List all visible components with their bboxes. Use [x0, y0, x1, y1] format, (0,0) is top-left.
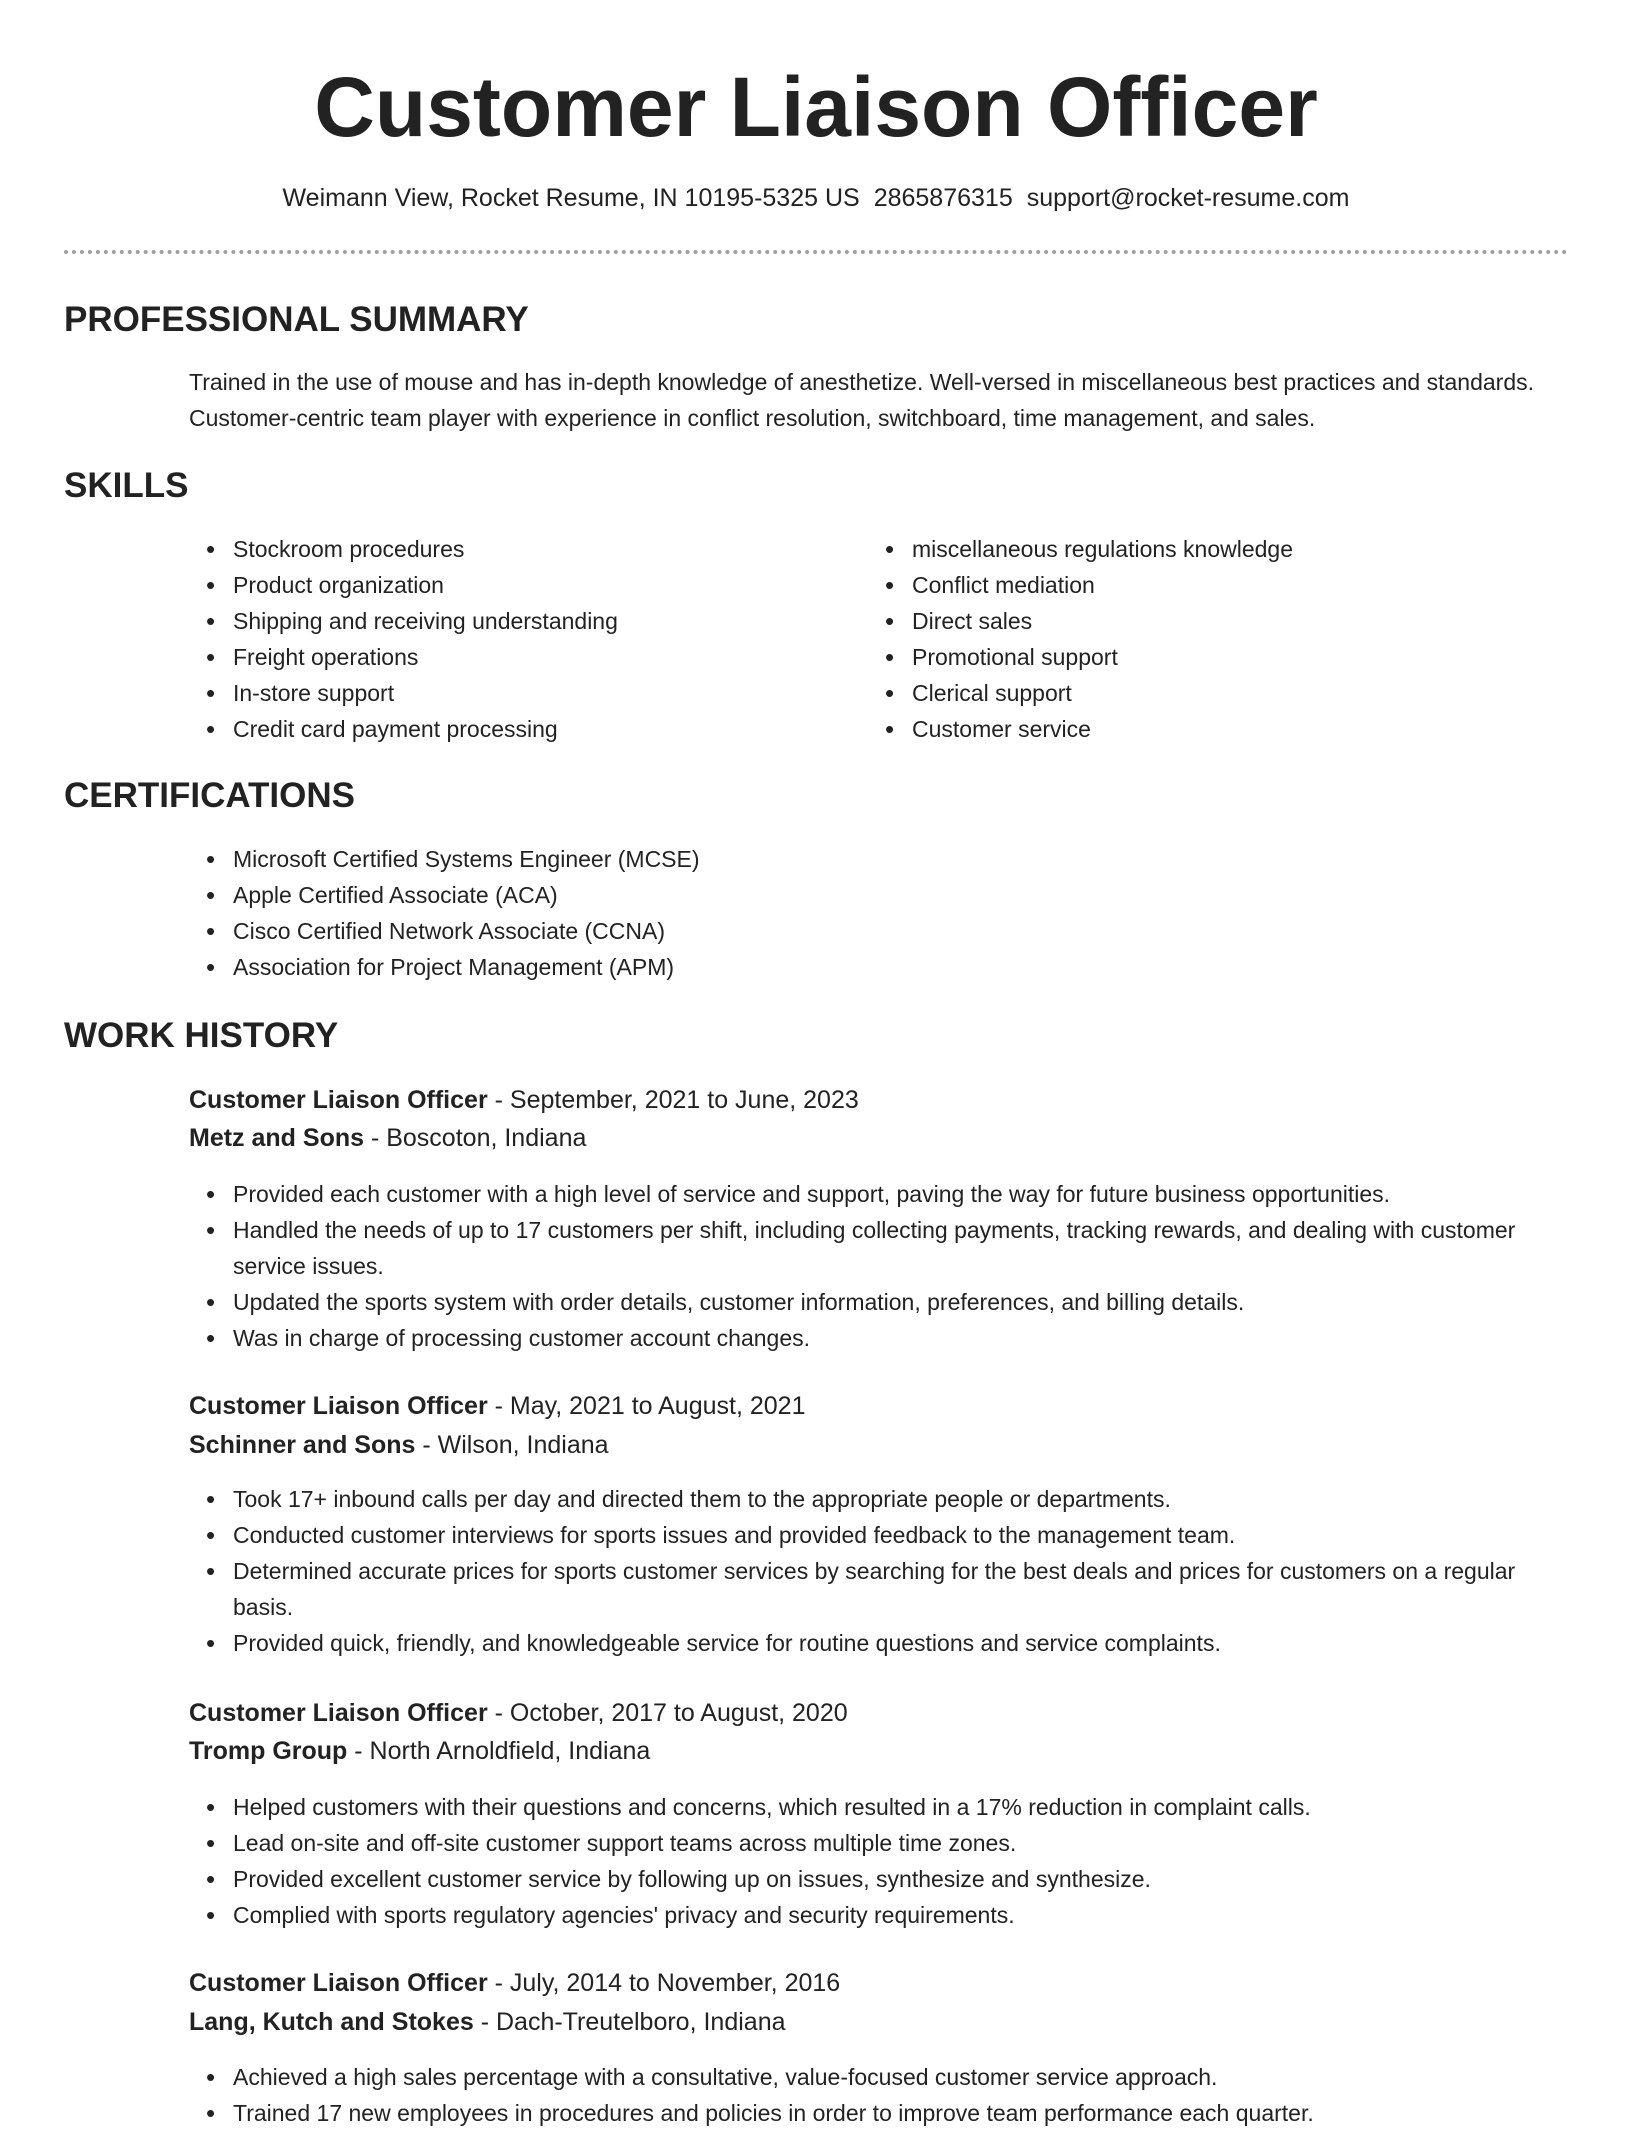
- skill-item: • Product organization: [189, 567, 829, 603]
- job-title: Customer Liaison Officer: [189, 1086, 488, 1114]
- contact-phone: 2865876315: [873, 184, 1013, 212]
- header-divider: [64, 250, 1568, 254]
- skill-item: • Credit card payment processing: [189, 711, 829, 747]
- job-bullet: • Trained 17 new employees in procedures and policies in order to improve team performance each quarter.: [189, 2095, 1559, 2131]
- summary-heading: PROFESSIONAL SUMMARY: [64, 300, 529, 339]
- contact-email: support@rocket-resume.com: [1026, 184, 1350, 212]
- skill-item: • Conflict mediation: [868, 567, 1508, 603]
- certification-item: • Cisco Certified Network Associate (CCNA): [189, 913, 1489, 949]
- job-company: Schinner and Sons: [189, 1431, 416, 1459]
- job-dates: - May, 2021 to August, 2021: [487, 1392, 806, 1420]
- skill-item: • Stockroom procedures: [189, 531, 829, 567]
- job-title-line: [189, 1387, 805, 1425]
- job-bullet: • Complied with sports regulatory agencies' privacy and security requirements.: [189, 1897, 1559, 1933]
- job-bullet: • Provided excellent customer service by following up on issues, synthesize and synthesize.: [189, 1861, 1559, 1897]
- contact-line: [0, 180, 1632, 216]
- job-company-line: [189, 1732, 650, 1770]
- job-bullet: • Provided each customer with a high level of service and support, paving the way for future business opportunities.: [189, 1176, 1559, 1212]
- certifications-heading: CERTIFICATIONS: [64, 776, 356, 815]
- job-bullet: • Provided quick, friendly, and knowledgeable service for routine questions and service complaints.: [189, 1625, 1559, 1661]
- skills-heading: SKILLS: [64, 466, 189, 505]
- job-title: Customer Liaison Officer: [189, 1969, 488, 1997]
- work-history-heading: WORK HISTORY: [64, 1016, 339, 1055]
- job-bullet: • Determined accurate prices for sports customer services by searching for the best deals and prices for customers on a regular basis.: [189, 1553, 1559, 1625]
- skill-item: • In-store support: [189, 675, 829, 711]
- job-location: - Wilson, Indiana: [415, 1431, 609, 1459]
- job-bullets: [189, 1176, 1559, 1356]
- job-title-line: [189, 1081, 859, 1119]
- job-company-line: [189, 1119, 586, 1157]
- certification-item: • Microsoft Certified Systems Engineer (MCSE): [189, 841, 1489, 877]
- job-location: - North Arnoldfield, Indiana: [347, 1737, 651, 1765]
- job-location: - Boscoton, Indiana: [364, 1124, 587, 1152]
- job-company: Metz and Sons: [189, 1124, 365, 1152]
- job-location: - Dach-Treutelboro, Indiana: [473, 2008, 786, 2036]
- job-title: Customer Liaison Officer: [189, 1699, 488, 1727]
- job-company-line: [189, 1426, 609, 1464]
- job-bullet: • Updated the sports system with order details, customer information, preferences, and billing details.: [189, 1284, 1559, 1320]
- resume-name: Customer Liaison Officer: [314, 60, 1318, 154]
- job-title-line: [189, 1694, 848, 1732]
- skills-list-right: [868, 531, 1508, 747]
- job-company-line: [189, 2003, 786, 2041]
- summary-text: Trained in the use of mouse and has in-depth knowledge of anesthetize. Well-versed in miscellaneous best practices and standards. Customer-centric team player with experience in conflict resolution, switchboard, time management, and sales.: [189, 369, 1534, 431]
- contact-address: Weimann View, Rocket Resume, IN 10195-5325 US: [282, 184, 860, 212]
- job-bullet: • Helped customers with their questions and concerns, which resulted in a 17% reduction in complaint calls.: [189, 1789, 1559, 1825]
- job-bullets: [189, 2059, 1559, 2131]
- job-dates: - July, 2014 to November, 2016: [487, 1969, 841, 1997]
- skill-item: • miscellaneous regulations knowledge: [868, 531, 1508, 567]
- job-bullets: [189, 1481, 1559, 1661]
- job-bullet: • Was in charge of processing customer account changes.: [189, 1320, 1559, 1356]
- skill-item: • Direct sales: [868, 603, 1508, 639]
- skill-item: • Customer service: [868, 711, 1508, 747]
- certification-item: • Association for Project Management (APM): [189, 949, 1489, 985]
- skill-item: • Freight operations: [189, 639, 829, 675]
- skill-item: • Clerical support: [868, 675, 1508, 711]
- skill-item: • Promotional support: [868, 639, 1508, 675]
- job-title-line: [189, 1964, 840, 2002]
- job-bullet: • Took 17+ inbound calls per day and directed them to the appropriate people or departments.: [189, 1481, 1559, 1517]
- skill-item: • Shipping and receiving understanding: [189, 603, 829, 639]
- certifications-list: [189, 841, 1489, 985]
- job-dates: - September, 2021 to June, 2023: [487, 1086, 859, 1114]
- job-bullet: • Lead on-site and off-site customer support teams across multiple time zones.: [189, 1825, 1559, 1861]
- job-bullet: • Conducted customer interviews for sports issues and provided feedback to the management team.: [189, 1517, 1559, 1553]
- certification-item: • Apple Certified Associate (ACA): [189, 877, 1489, 913]
- job-company: Lang, Kutch and Stokes: [189, 2008, 474, 2036]
- job-bullets: [189, 1789, 1559, 1933]
- job-dates: - October, 2017 to August, 2020: [487, 1699, 848, 1727]
- job-title: Customer Liaison Officer: [189, 1392, 488, 1420]
- job-bullet: • Handled the needs of up to 17 customers per shift, including collecting payments, tracking rewards, and dealing with customer service issues.: [189, 1212, 1559, 1284]
- job-bullet: • Achieved a high sales percentage with a consultative, value-focused customer service approach.: [189, 2059, 1559, 2095]
- job-company: Tromp Group: [189, 1737, 348, 1765]
- skills-list-left: [189, 531, 829, 747]
